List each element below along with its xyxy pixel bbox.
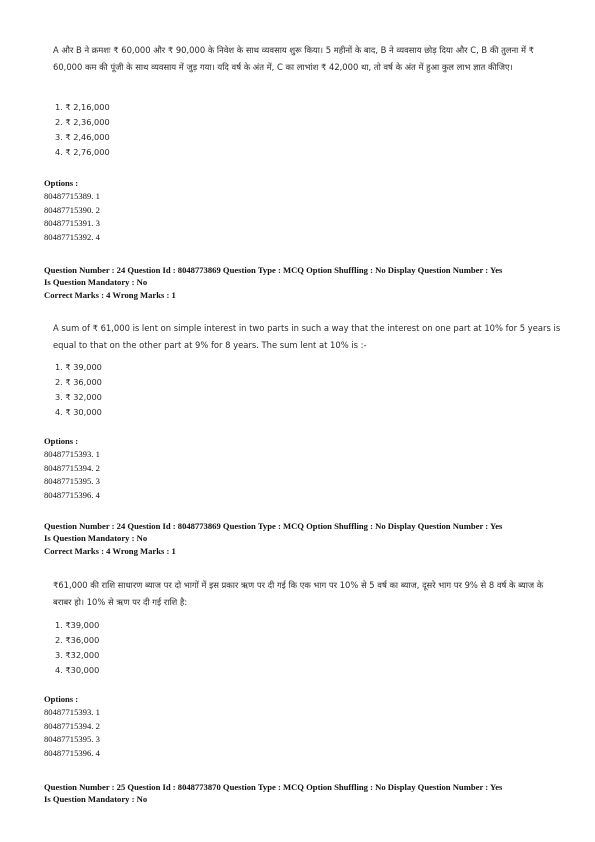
question-meta [44,265,564,302]
meta-line: Correct Marks : 4 Wrong Marks : 1 [44,546,176,556]
choice-item: 3. ₹ 32,000 [55,392,102,402]
option-id: 80487715395. 3 [44,734,100,745]
meta-line: Question Number : 24 Question Id : 8048773869 Question Type : MCQ Option Shuffling : No Display Question Number : Yes [44,521,503,531]
choice-item: 2. ₹ 2,36,000 [55,117,110,127]
option-id: 80487715393. 1 [44,707,100,717]
options-block [44,692,100,760]
option-id: 80487715391. 3 [44,218,100,229]
choice-item: 2. ₹ 36,000 [55,377,102,387]
option-id: 80487715390. 2 [44,204,100,215]
choice-item: 1. ₹ 39,000 [55,362,102,372]
choice-list [55,360,102,420]
options-block [44,434,100,502]
options-title: Options : [44,178,79,188]
meta-line: Correct Marks : 4 Wrong Marks : 1 [44,290,176,300]
option-id: 80487715389. 1 [44,191,100,201]
meta-line: Question Number : 24 Question Id : 8048773869 Question Type : MCQ Option Shuffling : No Display Question Number : Yes [44,265,503,275]
question-meta [44,782,564,805]
meta-line: Is Question Mandatory : No [44,793,148,804]
option-id: 80487715394. 2 [44,720,100,731]
question-text: A और B ने क्रमशः ₹ 60,000 और ₹ 90,000 के निवेश के साथ व्यवसाय शुरू किया। 5 महीनों के बाद, B ने व्यवसाय छोड़ दिया और C, B की तुलना में ₹ 60,000 कम की पूंजी के साथ व्यवसाय में जुड़ गया। यदि वर्ष के अंत में, C का लाभांश ₹ 42,000 था, तो वर्ष के अंत में हुआ कुल लाभ ज्ञात कीजिए। [53,45,535,72]
choice-item: 3. ₹32,000 [55,650,100,660]
option-id: 80487715394. 2 [44,462,100,473]
options-block [44,176,100,244]
choice-item: 3. ₹ 2,46,000 [55,132,110,142]
option-id: 80487715395. 3 [44,476,100,487]
choice-item: 1. ₹ 2,16,000 [55,102,110,112]
meta-line: Is Question Mandatory : No [44,276,148,287]
question-text: A sum of ₹ 61,000 is lent on simple interest in two parts in such a way that the interest on one part at 10% for 5 years is equal to that on the other part at 9% for 8 years. The sum lent at 10% is :- [53,323,561,350]
choice-list [55,618,99,678]
choice-item: 4. ₹30,000 [55,665,100,675]
choice-item: 4. ₹ 2,76,000 [55,147,110,157]
question-text: ₹61,000 की राशि साधारण ब्याज पर दो भागों में इस प्रकार ऋण पर दी गई कि एक भाग पर 10% से 5 वर्ष का ब्याज, दूसरे भाग पर 9% से 8 वर्ष के ब्याज के बराबर हो। 10% से ऋण पर दी गई राशि है: [53,580,544,607]
option-id: 80487715393. 1 [44,449,100,459]
option-id: 80487715396. 4 [44,747,100,758]
option-id: 80487715392. 4 [44,231,100,242]
choice-item: 1. ₹39,000 [55,620,100,630]
choice-list [55,100,110,160]
options-title: Options : [44,436,79,446]
question-meta [44,521,564,558]
options-title: Options : [44,694,79,704]
choice-item: 4. ₹ 30,000 [55,407,102,417]
option-id: 80487715396. 4 [44,489,100,500]
meta-line: Is Question Mandatory : No [44,532,148,543]
choice-item: 2. ₹36,000 [55,635,100,645]
meta-line: Question Number : 25 Question Id : 8048773870 Question Type : MCQ Option Shuffling : No Display Question Number : Yes [44,782,503,792]
